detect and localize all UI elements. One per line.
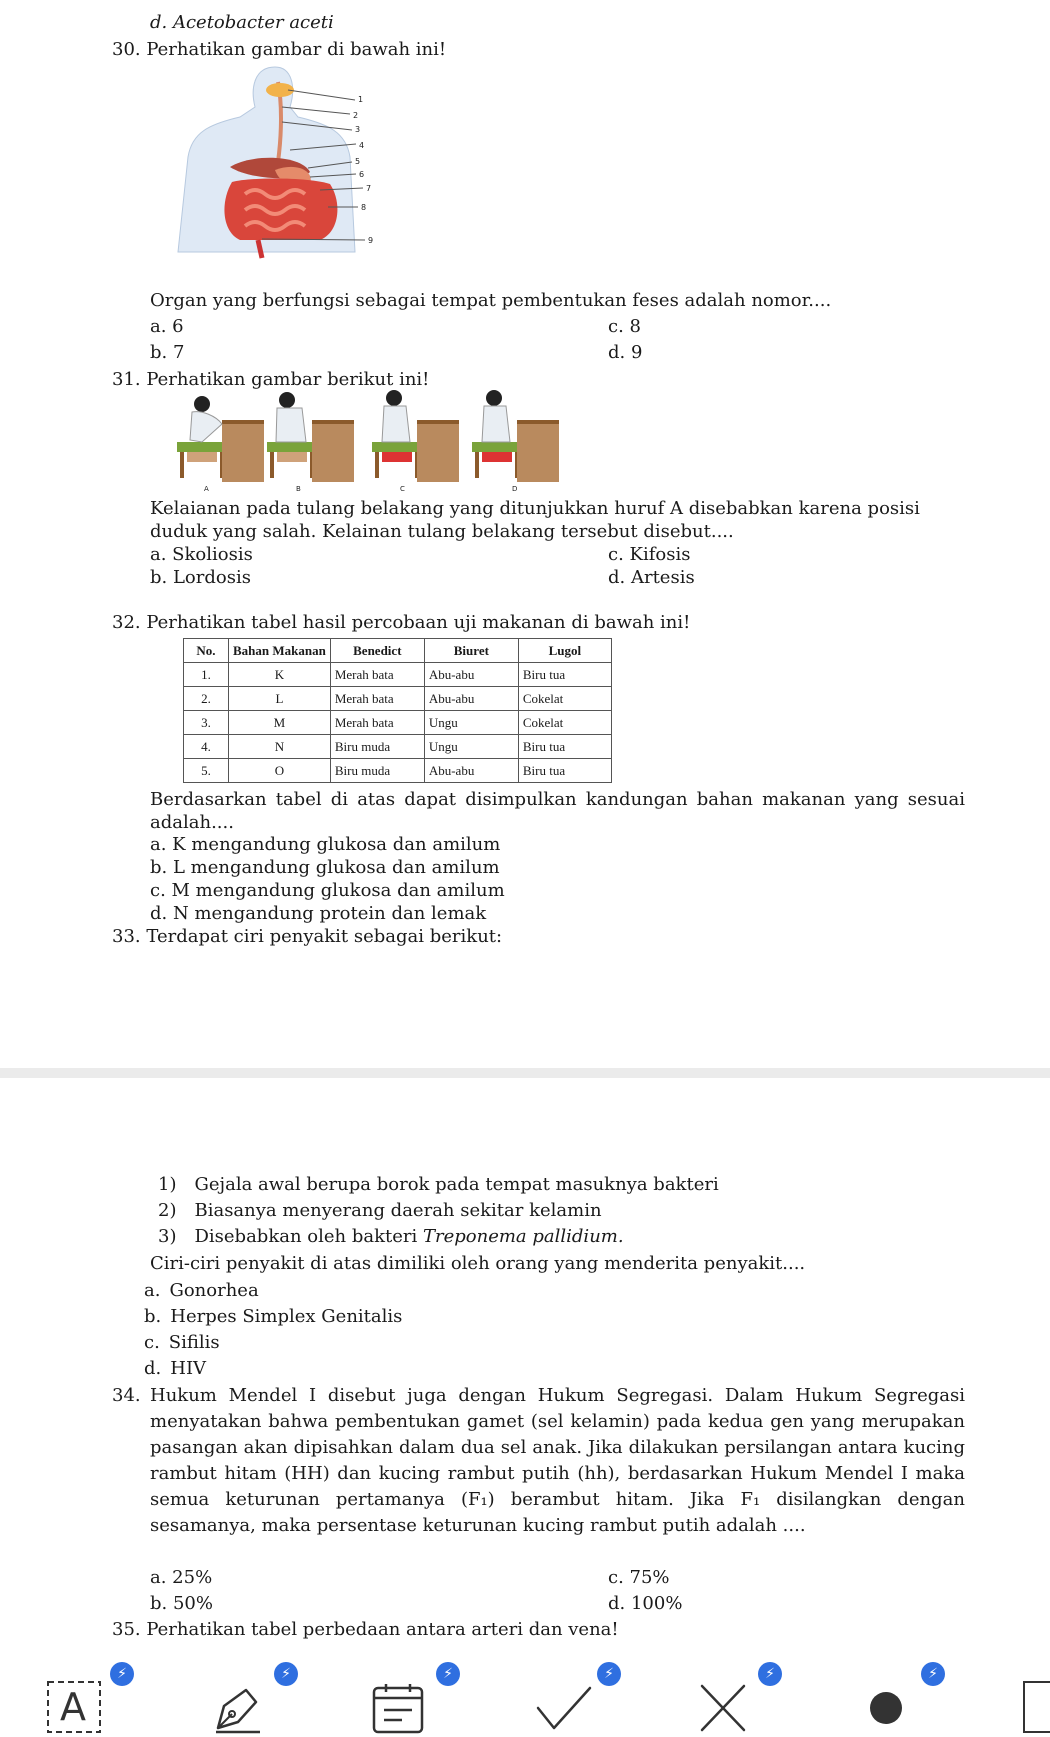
q31-option-d: d. Artesis — [608, 567, 695, 588]
table-row — [184, 759, 612, 783]
cell: Biru tua — [518, 759, 611, 783]
digestive-label-7: 7 — [366, 184, 372, 193]
posture-label-b: B — [296, 485, 301, 493]
dot-tool-button[interactable] — [858, 1678, 918, 1736]
page-separator — [0, 1068, 1050, 1078]
pen-tool-button[interactable] — [210, 1678, 270, 1736]
cell: 1. — [184, 663, 229, 687]
digestive-label-1: 1 — [358, 95, 364, 104]
cell: Biru muda — [330, 759, 424, 783]
q34-option-b: b. 50% — [150, 1593, 213, 1614]
digestive-label-9: 9 — [368, 236, 374, 245]
q30-option-c: c. 8 — [608, 316, 641, 337]
col-header-biuret: Biuret — [424, 639, 518, 663]
cross-tool-button[interactable] — [694, 1678, 754, 1736]
check-tool-badge: ⚡ — [597, 1662, 621, 1686]
q33-item-3-italic: Treponema pallidium. — [423, 1226, 624, 1247]
check-tool-button[interactable] — [534, 1678, 594, 1736]
q34-text: Hukum Mendel I disebut juga dengan Hukum Segregasi. Dalam Hukum Segregasi menyatakan bahwa pembentukan gamet (sel kelamin) pada kedua gen yang merupakan pasangan akan dipisahkan dalam dua sel anak. Jika dilakukan persilangan antara kucing rambut hitam (HH) dan kucing rambut putih (hh), berdasarkan Hukum Mendel I maka semua keturunan pertamanya (F₁) berambut hitam. Jika F₁ disilangkan dengan sesamanya, maka persentase keturunan kucing rambut putih adalah .... — [150, 1385, 965, 1536]
q33-option-a: a. Gonorhea — [144, 1280, 259, 1301]
note-tool-button[interactable] — [370, 1678, 430, 1736]
dot-tool-badge: ⚡ — [921, 1662, 945, 1686]
q32-option-b: b. L mengandung glukosa dan amilum — [150, 857, 500, 878]
q30-title: 30. Perhatikan gambar di bawah ini! — [112, 39, 447, 60]
q33-option-c: c. Sifilis — [144, 1332, 220, 1353]
digestive-label-5: 5 — [355, 157, 361, 166]
q34-option-d: d. 100% — [608, 1593, 683, 1614]
table-row — [184, 687, 612, 711]
cell: M — [229, 711, 331, 735]
q33-item-3-text: 3) Disebabkan oleh bakteri — [158, 1226, 418, 1247]
cell: 3. — [184, 711, 229, 735]
dot-icon — [858, 1678, 918, 1736]
rectangle-icon — [1020, 1678, 1050, 1736]
option-d-acetobacter: d. Acetobacter aceti — [150, 12, 334, 33]
table-row — [184, 711, 612, 735]
q33-option-b: b. Herpes Simplex Genitalis — [144, 1306, 403, 1327]
cell: Biru tua — [518, 735, 611, 759]
cell: K — [229, 663, 331, 687]
q32-title: 32. Perhatikan tabel hasil percobaan uji makanan di bawah ini! — [112, 612, 691, 633]
table-row — [184, 735, 612, 759]
q33-item-2: 2) Biasanya menyerang daerah sekitar kelamin — [158, 1200, 602, 1221]
posture-label-a: A — [204, 485, 209, 493]
check-icon — [534, 1678, 594, 1736]
cell: Merah bata — [330, 663, 424, 687]
q34-option-a: a. 25% — [150, 1567, 213, 1588]
rectangle-tool-button[interactable] — [1020, 1678, 1050, 1736]
digestive-label-3: 3 — [355, 125, 361, 134]
cell: Merah bata — [330, 687, 424, 711]
digestive-label-2: 2 — [353, 111, 359, 120]
note-tool-badge: ⚡ — [436, 1662, 460, 1686]
cross-tool-badge: ⚡ — [758, 1662, 782, 1686]
col-header-bahan: Bahan Makanan — [229, 639, 331, 663]
cell: Abu-abu — [424, 759, 518, 783]
text-tool-button[interactable] — [46, 1678, 106, 1736]
cell: Ungu — [424, 735, 518, 759]
cell: Biru muda — [330, 735, 424, 759]
text-tool-badge: ⚡ — [110, 1662, 134, 1686]
cell: Abu-abu — [424, 687, 518, 711]
q32-option-a: a. K mengandung glukosa dan amilum — [150, 834, 501, 855]
q32-option-d: d. N mengandung protein dan lemak — [150, 903, 487, 924]
col-header-benedict: Benedict — [330, 639, 424, 663]
cell: Ungu — [424, 711, 518, 735]
q33-question: Ciri-ciri penyakit di atas dimiliki oleh orang yang menderita penyakit.... — [150, 1253, 806, 1274]
cell: O — [229, 759, 331, 783]
col-header-lugol: Lugol — [518, 639, 611, 663]
pen-icon — [210, 1678, 270, 1736]
digestive-label-4: 4 — [359, 141, 365, 150]
q31-option-a: a. Skoliosis — [150, 544, 253, 565]
cell: Merah bata — [330, 711, 424, 735]
cross-icon — [694, 1678, 754, 1736]
pen-tool-badge: ⚡ — [274, 1662, 298, 1686]
q34-number: 34. — [112, 1385, 141, 1406]
cell: L — [229, 687, 331, 711]
q31-option-b: b. Lordosis — [150, 567, 251, 588]
text-tool-glyph: A — [60, 1685, 86, 1729]
q30-question: Organ yang berfungsi sebagai tempat pembentukan feses adalah nomor.... — [150, 290, 832, 311]
q31-title: 31. Perhatikan gambar berikut ini! — [112, 369, 430, 390]
digestive-system-figure — [170, 62, 400, 262]
digestive-label-8: 8 — [361, 203, 367, 212]
cell: Cokelat — [518, 711, 611, 735]
q30-option-b: b. 7 — [150, 342, 185, 363]
food-test-table — [183, 638, 612, 783]
q30-option-d: d. 9 — [608, 342, 643, 363]
q31-question-line1: Kelaianan pada tulang belakang yang ditunjukkan huruf A disebabkan karena posisi — [150, 498, 920, 519]
q31-option-c: c. Kifosis — [608, 544, 691, 565]
digestive-label-6: 6 — [359, 170, 365, 179]
col-header-no: No. — [184, 639, 229, 663]
cell: Biru tua — [518, 663, 611, 687]
note-icon — [370, 1678, 430, 1736]
q31-question-line2: duduk yang salah. Kelainan tulang belakang tersebut disebut.... — [150, 521, 734, 542]
q34-option-c: c. 75% — [608, 1567, 670, 1588]
posture-label-d: D — [512, 485, 518, 493]
q33-item-1: 1) Gejala awal berupa borok pada tempat masuknya bakteri — [158, 1174, 719, 1195]
cell: N — [229, 735, 331, 759]
cell: 2. — [184, 687, 229, 711]
cell: 4. — [184, 735, 229, 759]
q32-option-c: c. M mengandung glukosa dan amilum — [150, 880, 505, 901]
q30-option-a: a. 6 — [150, 316, 184, 337]
table-row — [184, 663, 612, 687]
q33-item-3 — [158, 1226, 624, 1248]
q35-title: 35. Perhatikan tabel perbedaan antara arteri dan vena! — [112, 1619, 619, 1640]
sitting-posture-figure — [172, 390, 562, 495]
table-header-row — [184, 639, 612, 663]
q32-question: Berdasarkan tabel di atas dapat disimpulkan kandungan bahan makanan yang sesuai adalah.... — [150, 789, 965, 833]
q33-title: 33. Terdapat ciri penyakit sebagai berikut: — [112, 926, 503, 947]
document-page-bottom — [0, 1078, 1050, 1638]
q33-option-d: d. HIV — [144, 1358, 207, 1379]
posture-label-c: C — [400, 485, 405, 493]
cell: Abu-abu — [424, 663, 518, 687]
cell: 5. — [184, 759, 229, 783]
cell: Cokelat — [518, 687, 611, 711]
annotation-toolbar — [0, 1650, 1050, 1737]
